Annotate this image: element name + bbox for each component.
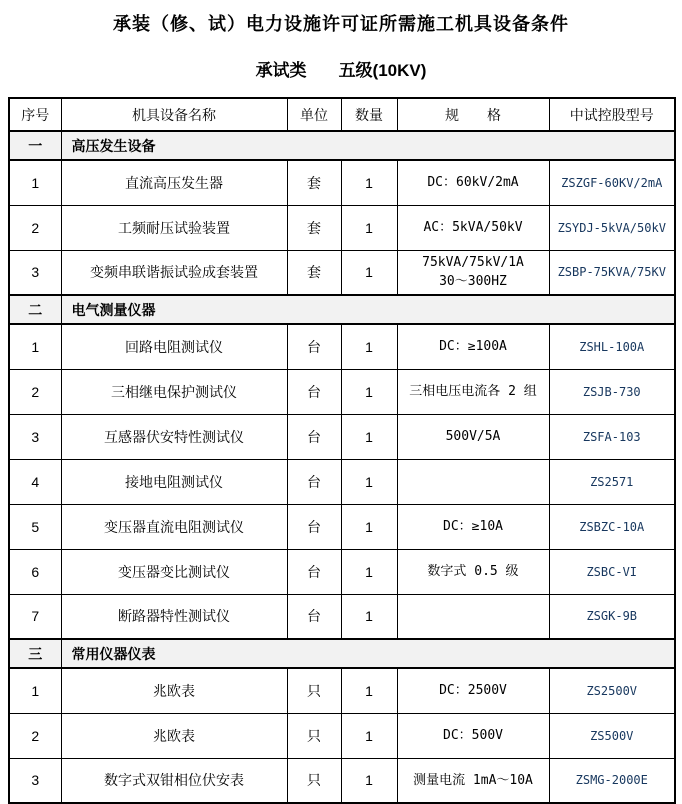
row-no: 3	[9, 414, 61, 459]
row-qty: 1	[341, 713, 397, 758]
table-row	[9, 250, 675, 295]
row-qty: 1	[341, 668, 397, 713]
row-unit: 套	[287, 250, 341, 295]
row-model: ZSBZC-10A	[549, 504, 675, 549]
page-subtitle	[8, 56, 674, 81]
row-unit: 只	[287, 758, 341, 803]
row-model: ZS2500V	[549, 668, 675, 713]
section-title: 常用仪器仪表	[61, 639, 675, 668]
row-spec	[397, 414, 549, 459]
row-unit: 套	[287, 205, 341, 250]
col-header-unit: 单位	[287, 98, 341, 131]
row-name: 工频耐压试验装置	[61, 205, 287, 250]
row-unit: 台	[287, 504, 341, 549]
subtitle-level: 五级(10KV)	[338, 61, 427, 80]
row-no: 5	[9, 504, 61, 549]
spec-line: 数字式 0.5 级	[427, 563, 519, 579]
spec-line: 30～300HZ	[439, 274, 507, 290]
row-unit: 台	[287, 549, 341, 594]
row-model: ZSJB-730	[549, 369, 675, 414]
row-model: ZSMG-2000E	[549, 758, 675, 803]
spec-line: DC：≥10A	[443, 518, 503, 534]
spec-line: 三相电压电流各 2 组	[409, 383, 537, 399]
row-no: 3	[9, 758, 61, 803]
row-unit: 只	[287, 713, 341, 758]
row-qty: 1	[341, 594, 397, 639]
row-model: ZS500V	[549, 713, 675, 758]
table-row	[9, 549, 675, 594]
row-name: 数字式双钳相位伏安表	[61, 758, 287, 803]
row-name: 变压器变比测试仪	[61, 549, 287, 594]
table-row	[9, 414, 675, 459]
spec-line: 500V/5A	[445, 428, 501, 444]
table-row	[9, 459, 675, 504]
row-name: 回路电阻测试仪	[61, 324, 287, 369]
row-no: 1	[9, 668, 61, 713]
row-name: 兆欧表	[61, 668, 287, 713]
row-model: ZSHL-100A	[549, 324, 675, 369]
table-row	[9, 160, 675, 205]
row-spec	[397, 369, 549, 414]
spec-line: DC：≥100A	[439, 339, 507, 354]
section-index: 三	[9, 639, 61, 668]
row-qty: 1	[341, 549, 397, 594]
row-no: 1	[9, 324, 61, 369]
row-qty: 1	[341, 250, 397, 295]
section-title: 电气测量仪器	[61, 295, 675, 324]
row-unit: 套	[287, 160, 341, 205]
row-unit: 只	[287, 668, 341, 713]
row-qty: 1	[341, 459, 397, 504]
section-row	[9, 639, 675, 668]
row-no: 2	[9, 713, 61, 758]
spec-line: 75kVA/75kV/1A	[422, 254, 524, 270]
spec-line: AC：5kVA/50kV	[423, 219, 523, 235]
table-row	[9, 758, 675, 803]
spec-line: DC：2500V	[439, 683, 507, 698]
row-name: 变压器直流电阻测试仪	[61, 504, 287, 549]
row-spec	[397, 250, 549, 295]
section-title: 高压发生设备	[61, 131, 675, 160]
row-qty: 1	[341, 160, 397, 205]
section-row	[9, 131, 675, 160]
table-row	[9, 504, 675, 549]
row-name: 变频串联谐振试验成套装置	[61, 250, 287, 295]
row-model: ZSFA-103	[549, 414, 675, 459]
col-header-qty: 数量	[341, 98, 397, 131]
row-qty: 1	[341, 205, 397, 250]
row-name: 断路器特性测试仪	[61, 594, 287, 639]
col-header-name: 机具设备名称	[61, 98, 287, 131]
equipment-table	[8, 97, 676, 804]
spec-line: 测量电流 1mA～10A	[413, 772, 533, 788]
row-spec	[397, 459, 549, 504]
section-row	[9, 295, 675, 324]
row-no: 2	[9, 369, 61, 414]
row-spec	[397, 205, 549, 250]
row-spec	[397, 549, 549, 594]
row-no: 2	[9, 205, 61, 250]
table-row	[9, 713, 675, 758]
row-spec	[397, 504, 549, 549]
row-unit: 台	[287, 459, 341, 504]
row-spec	[397, 713, 549, 758]
row-qty: 1	[341, 414, 397, 459]
row-qty: 1	[341, 324, 397, 369]
row-spec	[397, 324, 549, 369]
row-name: 互感器伏安特性测试仪	[61, 414, 287, 459]
spec-line: DC：500V	[443, 727, 503, 743]
row-model: ZSGK-9B	[549, 594, 675, 639]
row-model: ZSBC-VI	[549, 549, 675, 594]
row-name: 兆欧表	[61, 713, 287, 758]
row-unit: 台	[287, 369, 341, 414]
row-no: 7	[9, 594, 61, 639]
table-row	[9, 324, 675, 369]
row-name: 接地电阻测试仪	[61, 459, 287, 504]
spec-line: DC：60kV/2mA	[427, 175, 519, 190]
row-name: 三相继电保护测试仪	[61, 369, 287, 414]
subtitle-category: 承试类	[255, 61, 307, 80]
row-no: 6	[9, 549, 61, 594]
table-row	[9, 594, 675, 639]
table-row	[9, 205, 675, 250]
row-model: ZSZGF-60KV/2mA	[549, 160, 675, 205]
row-spec	[397, 668, 549, 713]
row-model: ZSBP-75KVA/75KV	[549, 250, 675, 295]
row-no: 1	[9, 160, 61, 205]
row-spec	[397, 594, 549, 639]
row-qty: 1	[341, 758, 397, 803]
row-unit: 台	[287, 594, 341, 639]
table-header-row	[9, 98, 675, 131]
row-model: ZS2571	[549, 459, 675, 504]
section-index: 一	[9, 131, 61, 160]
row-unit: 台	[287, 324, 341, 369]
col-header-no: 序号	[9, 98, 61, 131]
row-name: 直流高压发生器	[61, 160, 287, 205]
row-qty: 1	[341, 504, 397, 549]
row-qty: 1	[341, 369, 397, 414]
page-title: 承装（修、试）电力设施许可证所需施工机具设备条件	[113, 14, 569, 34]
row-no: 3	[9, 250, 61, 295]
table-row	[9, 668, 675, 713]
col-header-model: 中试控股型号	[549, 98, 675, 131]
row-spec	[397, 758, 549, 803]
table-row	[9, 369, 675, 414]
col-header-spec: 规 格	[397, 98, 549, 131]
section-index: 二	[9, 295, 61, 324]
row-model: ZSYDJ-5kVA/50kV	[549, 205, 675, 250]
row-no: 4	[9, 459, 61, 504]
row-spec	[397, 160, 549, 205]
row-unit: 台	[287, 414, 341, 459]
